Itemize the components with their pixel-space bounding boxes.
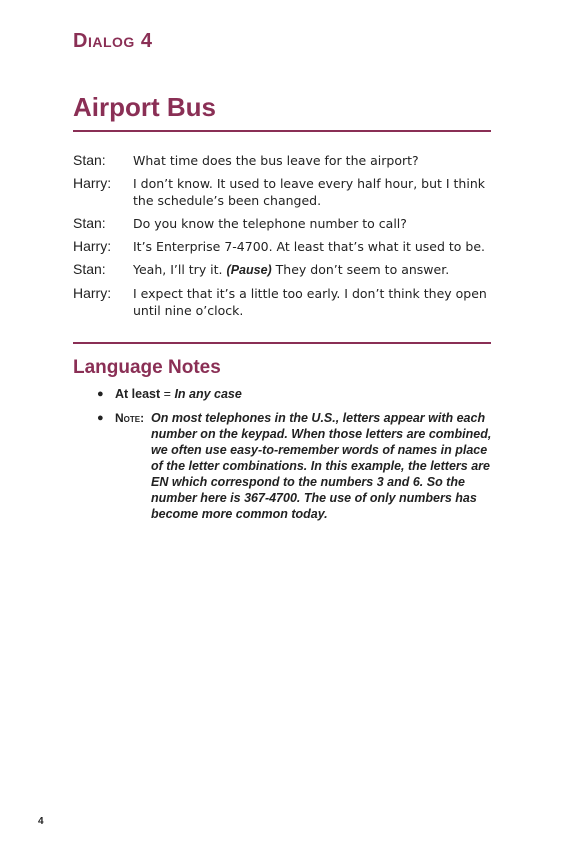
dialog-line-text — [133, 261, 491, 279]
speaker-label: Harry: — [73, 175, 112, 191]
dialog-line-text-before: Yeah, I’ll try it. — [133, 262, 223, 277]
speaker-label: Harry: — [73, 285, 112, 301]
page-number: 4 — [38, 816, 44, 827]
dialog-line-text: It’s Enterprise 7-4700. At least that’s what it used to be. — [133, 239, 485, 254]
stage-direction: (Pause) — [226, 263, 272, 277]
section-divider — [73, 342, 491, 344]
note-item — [97, 386, 497, 402]
dialog-line — [73, 261, 491, 279]
dialog-line — [73, 152, 491, 169]
dialog-line-text: I expect that it’s a little too early. I don’t think they open until nine o’clock. — [133, 286, 487, 318]
dialog-line-text: What time does the bus leave for the airport? — [133, 153, 419, 168]
bullet-icon: ● — [97, 388, 104, 400]
bullet-icon: ● — [97, 412, 104, 424]
note-item — [97, 410, 497, 522]
speaker-label: Stan: — [73, 152, 106, 168]
note-term: At least — [115, 387, 161, 401]
note-body — [115, 410, 497, 522]
note-body — [115, 386, 497, 402]
dialog-line-text: I don’t know. It used to leave every half hour, but I think the schedule’s been changed. — [133, 176, 485, 208]
note-text: On most telephones in the U.S., letters appear with each number on the keypad. When those letters are combined, we often use easy-to-remember words of names in place of the letter combinations. In this example, the letters are EN which correspond to the numbers 3 and 6. So the number here is 367-4700. The use of only numbers has become more common today. — [151, 411, 492, 521]
note-meaning: In any case — [174, 387, 242, 401]
note-equals: = — [163, 387, 171, 401]
dialog-line — [73, 215, 491, 232]
speaker-label: Stan: — [73, 261, 106, 277]
dialog-transcript — [73, 152, 491, 325]
notes-heading: Language Notes — [73, 357, 221, 378]
dialog-line — [73, 175, 491, 209]
note-label: Note: — [115, 411, 145, 425]
dialog-line-text-after: They don’t seem to answer. — [275, 262, 450, 277]
dialog-line — [73, 285, 491, 319]
title-divider — [73, 130, 491, 132]
dialog-line-text: Do you know the telephone number to call? — [133, 216, 407, 231]
language-notes — [97, 386, 497, 530]
dialog-line — [73, 238, 491, 255]
page-title: Airport Bus — [73, 92, 216, 122]
dialog-label: Dialog 4 — [73, 30, 153, 52]
speaker-label: Harry: — [73, 238, 112, 254]
speaker-label: Stan: — [73, 215, 106, 231]
